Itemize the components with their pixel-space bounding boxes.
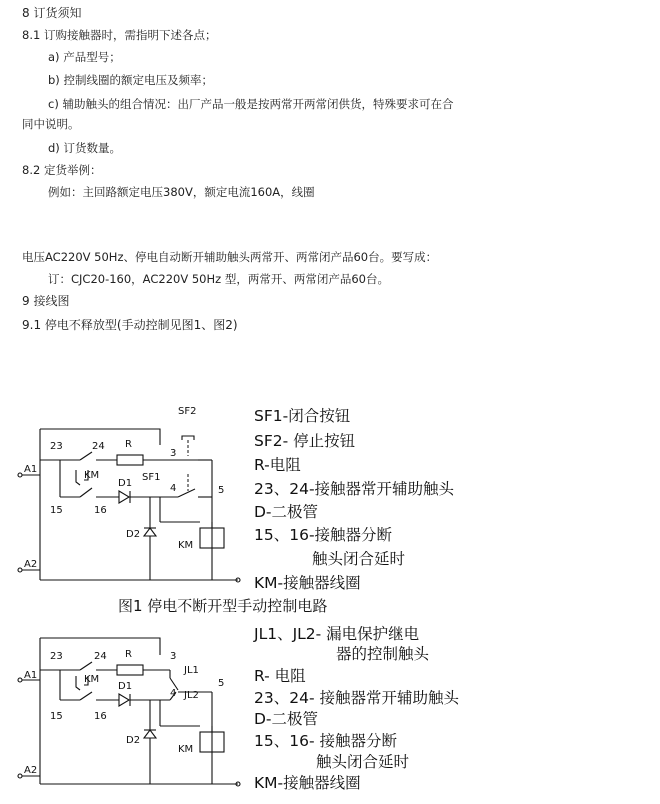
f1-label-24: 24 (92, 441, 105, 452)
f1-label-sf2: SF2 (178, 406, 197, 417)
item-a: a) 产品型号； (48, 50, 121, 64)
f2-legend-5: 15、16- 接触器分断 (254, 732, 397, 750)
f2-legend-1: 器的控制触头 (336, 645, 430, 663)
f2-legend-6: 触头闭合延时 (316, 753, 410, 771)
f2-label-km-coil: KM (178, 744, 194, 755)
f1-label-23: 23 (50, 441, 63, 452)
f2-label-jl1: JL1 (184, 665, 199, 676)
f2-label-16: 16 (94, 711, 107, 722)
f2-legend-3: 23、24- 接触器常开辅助触头 (254, 689, 459, 707)
f1-label-15: 15 (50, 505, 63, 516)
f2-label-15: 15 (50, 711, 63, 722)
f2-label-jl2: JL2 (184, 690, 199, 701)
item-b: b) 控制线圈的额定电压及频率； (48, 73, 213, 87)
f1-label-16: 16 (94, 505, 107, 516)
example-line2: 电压AC220V 50Hz、停电自动断开辅助触头两常开、两常闭产品60台。要写成： (22, 250, 438, 264)
f2-label-4: 4 (170, 688, 177, 699)
f1-label-5: 5 (218, 485, 225, 496)
f2-label-5: 5 (218, 678, 225, 689)
section-9-1-heading: 9.1 停电不释放型(手动控制见图1、图2) (22, 318, 238, 332)
f1-label-d2: D2 (126, 529, 141, 540)
section-8-2-heading: 8.2 定货举例： (22, 163, 102, 177)
figure-1-caption: 图1 停电不断开型手动控制电路 (118, 597, 328, 615)
section-9-heading: 9 接线图 (22, 294, 70, 308)
f1-legend-1: SF2- 停止按钮 (254, 432, 356, 450)
f1-label-r: R (125, 439, 132, 450)
f1-legend-4: D-二极管 (254, 503, 319, 521)
f1-legend-6: 触头闭合延时 (312, 550, 406, 568)
f2-legend-7: KM-接触器线圈 (254, 774, 361, 792)
example-line1: 例如：主回路额定电压380V，额定电流160A，线圈 (48, 185, 315, 199)
f1-label-a1: A1 (24, 464, 38, 475)
f2-label-r: R (125, 649, 132, 660)
f2-legend-4: D-二极管 (254, 710, 319, 728)
item-d: d) 订货数量。 (48, 141, 121, 155)
f2-label-d1: D1 (118, 681, 133, 692)
item-c-line1: c) 辅助触头的组合情况：出厂产品一般是按两常开两常闭供货，特殊要求可在合 (48, 97, 454, 111)
section-8-1-heading: 8.1 订购接触器时，需指明下述各点； (22, 28, 217, 42)
f2-label-a1: A1 (24, 670, 38, 681)
f2-label-d2: D2 (126, 735, 141, 746)
f2-label-km: KM (84, 674, 100, 685)
f1-label-4: 4 (170, 483, 177, 494)
f2-label-3: 3 (170, 651, 177, 662)
item-c-line2: 同中说明。 (22, 117, 80, 131)
f1-legend-0: SF1-闭合按钮 (254, 407, 351, 425)
f1-label-3: 3 (170, 448, 177, 459)
f2-label-a2: A2 (24, 765, 38, 776)
f1-legend-3: 23、24-接触器常开辅助触头 (254, 480, 455, 498)
figure-1-circuit (0, 400, 250, 590)
f2-legend-2: R- 电阻 (254, 667, 306, 685)
example-line3: 订：CJC20-160，AC220V 50Hz 型，两常开、两常闭产品60台。 (48, 272, 389, 286)
figure-2-circuit (0, 630, 250, 804)
f1-legend-5: 15、16-接触器分断 (254, 526, 393, 544)
f1-label-km: KM (84, 470, 100, 481)
f1-legend-7: KM-接触器线圈 (254, 574, 361, 592)
f2-label-23: 23 (50, 651, 63, 662)
f1-label-sf1: SF1 (142, 472, 161, 483)
f1-label-km-coil: KM (178, 540, 194, 551)
f1-legend-2: R-电阻 (254, 456, 301, 474)
f2-legend-0: JL1、JL2- 漏电保护继电 (254, 625, 420, 643)
f2-label-24: 24 (94, 651, 107, 662)
f1-label-d1: D1 (118, 478, 133, 489)
section-8-heading: 8 订货须知 (22, 6, 82, 20)
f1-label-a2: A2 (24, 559, 38, 570)
